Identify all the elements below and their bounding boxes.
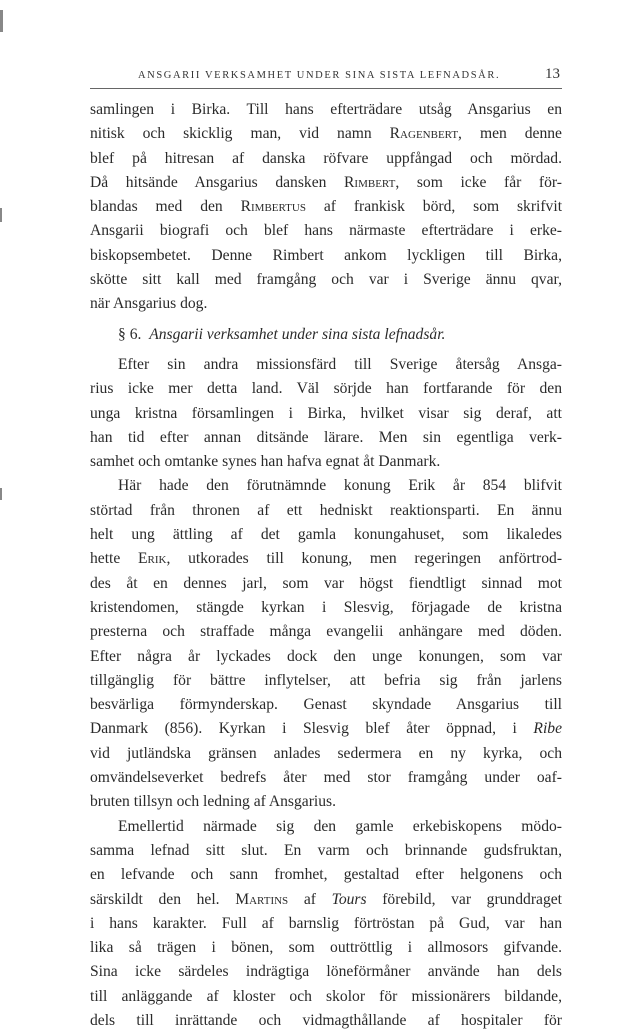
text-line: Danmark (856). Kyrkan i Slesvig blef åter öppnad, i Ribe — [90, 720, 562, 738]
text-line: dels till inrättande och vidmagthållande af hospitaler för — [90, 1011, 562, 1029]
running-head — [90, 64, 562, 89]
section-title: Ansgarii verksamhet under sina sista lefnadsår. — [149, 325, 446, 343]
page-number: 13 — [545, 66, 560, 82]
text-line: Efter några år lyckades dock den unge konungen, som var — [90, 647, 562, 665]
scan-margin-mark — [0, 208, 2, 222]
text-line: skötte sitt kall med framgång och var i Sverige ännu qvar, — [90, 271, 562, 289]
person-name: Martins — [235, 890, 289, 908]
text-line: Efter sin andra missionsfärd till Sverige återsåg Ansga- — [118, 355, 562, 373]
text-line: kristendomen, stängde kyrkan i Slesvig, förjagade de kristna — [90, 598, 562, 616]
text-line: lika så trägen i bönen, som outtröttlig i allmosors gifvande. — [90, 939, 562, 957]
text-line: Då hitsände Ansgarius dansken Rimbert, som icke får för- — [90, 173, 562, 191]
text-line: nitisk och skicklig man, vid namn Ragenbert, men denne — [90, 125, 562, 143]
person-name: Rimbert, — [344, 173, 400, 191]
body-text — [90, 98, 562, 1033]
text-line: biskopsembetet. Denne Rimbert ankom lyckligen till Birka, — [90, 246, 562, 264]
scan-margin-mark — [0, 488, 2, 500]
text-line: störtad från thronen af ett hedniskt reaktionsparti. En ännu — [90, 501, 562, 519]
text-line: besvärliga förmynderskap. Genast skyndade Ansgarius till — [90, 696, 562, 714]
text-line: samhet och omtanke synes han hafva egnat åt Danmark. — [90, 453, 441, 471]
text-line: blef på hitresan af danska röfvare uppfångad och mördad. — [90, 149, 562, 167]
text-line: vid jutländska gränsen anlades sedermera en ny kyrka, och — [90, 744, 562, 762]
scan-margin-mark — [0, 10, 3, 32]
text-line: des åt en dennes jarl, som var högst fiendtligt sinnad mot — [90, 574, 562, 592]
text-line: hette Erik, utkorades till konung, men regeringen anförtrod- — [90, 550, 563, 568]
text-line: Ansgarii biografi och blef hans närmaste efterträdare i erke- — [90, 222, 562, 240]
text-line: blandas med den Rimbertus af frankisk börd, som skrifvit — [90, 198, 563, 216]
person-name: Ragenbert, — [389, 125, 462, 143]
text-line: bruten tillsyn och ledning af Ansgarius. — [90, 793, 336, 811]
text-line: en lefvande och sann fromhet, gestaltad efter helgonens och — [90, 866, 562, 884]
running-title: ANSGARII VERKSAMHET UNDER SINA SISTA LEFNADSÅR. — [138, 70, 501, 81]
text-line: när Ansgarius dog. — [90, 295, 208, 313]
text-line: unga kristna församlingen i Birka, hvilket visar sig deraf, att — [90, 404, 562, 422]
text-line: omvändelseverket bedrefs åter med stor framgång under oaf- — [90, 769, 562, 787]
text-line: samma lefnad sitt slut. En varm och brinnande gudsfruktan, — [90, 841, 562, 859]
text-line: till anläggande af kloster och skolor för missionärers bildande, — [90, 987, 562, 1005]
text-line: helt ung ättling af det gamla konungahuset, som likaledes — [90, 526, 562, 544]
text-line: i hans karakter. Full af barnslig förtröstan på Gud, var han — [90, 914, 562, 932]
place-name: Tours — [331, 890, 367, 908]
section-heading — [90, 323, 562, 347]
section-number: § 6. — [118, 325, 142, 343]
text-line: Sina icke särdeles indrägtiga löneförmåner använde han dels — [90, 963, 562, 981]
text-line: han tid efter annan ditsände lärare. Men sin egentliga verk- — [90, 428, 562, 446]
person-name: Erik, — [138, 550, 171, 568]
text-line: Här hade den förutnämnde konung Erik år 854 blifvit — [118, 477, 562, 495]
text-line: särskildt den hel. Martins af Tours förebild, var grunddraget — [90, 890, 562, 908]
text-line: samlingen i Birka. Till hans efterträdare utsåg Ansgarius en — [90, 101, 562, 118]
text-line: presterna och straffade många evangelii anhängare med döden. — [90, 623, 562, 641]
place-name: Ribe — [533, 720, 562, 738]
person-name: Rimbertus — [240, 198, 306, 216]
text-line: Emellertid närmade sig den gamle erkebiskopens mödo- — [118, 817, 562, 835]
text-line: tillgänglig för bättre inflytelser, att befria sig från jarlens — [90, 671, 562, 689]
text-line: rius icke mer detta land. Väl sörjde han fortfarande för den — [90, 380, 562, 398]
